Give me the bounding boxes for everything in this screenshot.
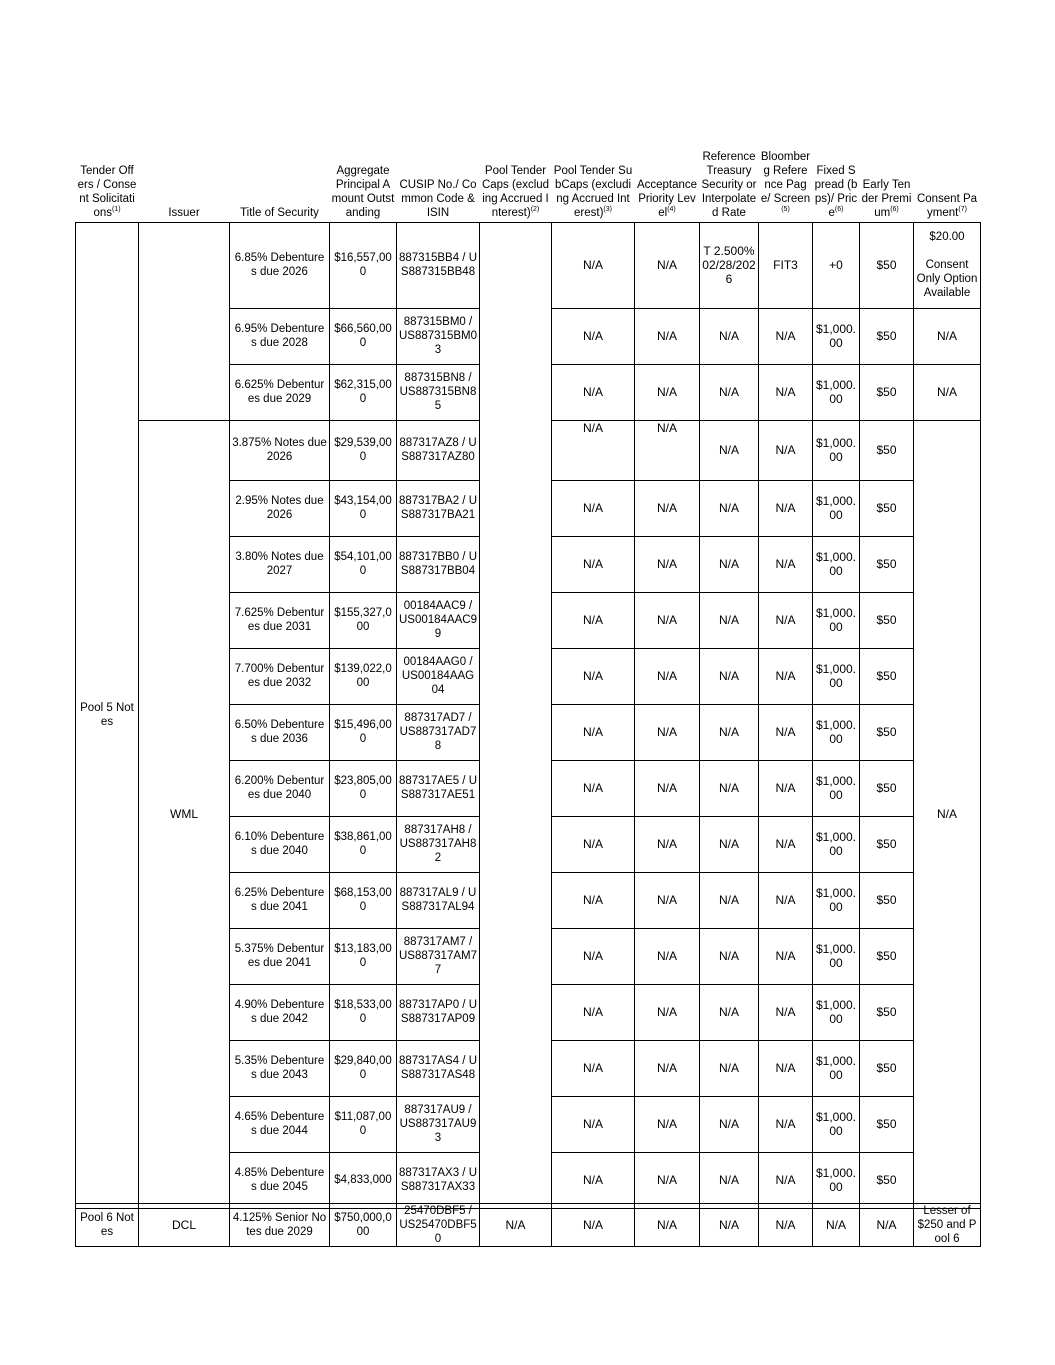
pool6-label: Pool 6 Notes — [76, 1204, 139, 1247]
cusip-isin: 887317AE5 / US887317AE51 — [397, 760, 480, 816]
early-tender-premium: $50 — [860, 1040, 914, 1096]
column-header: Issuer — [139, 98, 230, 222]
pool-tender-subcap: N/A — [552, 222, 635, 308]
bloomberg-page: N/A — [759, 872, 813, 928]
pool6-premium: N/A — [860, 1204, 914, 1247]
security-title: 4.65% Debentures due 2044 — [230, 1096, 330, 1152]
pool-tender-subcap: N/A — [552, 592, 635, 648]
pool6-row — [76, 1204, 981, 1247]
acceptance-priority: N/A — [635, 872, 700, 928]
acceptance-priority: N/A — [635, 928, 700, 984]
pool6-title: 4.125% Senior Notes due 2029 — [230, 1204, 330, 1247]
amount-outstanding: $139,022,000 — [330, 648, 397, 704]
reference-treasury: N/A — [700, 536, 759, 592]
amount-outstanding: $15,496,000 — [330, 704, 397, 760]
pool-tender-subcap: N/A — [552, 760, 635, 816]
acceptance-priority: N/A — [635, 222, 700, 308]
column-header: Bloomberg Reference Page/ Screen$^{(5)}$ — [759, 98, 813, 222]
fixed-spread: $1,000.00 — [813, 536, 860, 592]
early-tender-premium: $50 — [860, 648, 914, 704]
cusip-isin: 887317AM7 / US887317AM77 — [397, 928, 480, 984]
acceptance-priority: N/A — [635, 308, 700, 364]
reference-treasury: T 2.500% 02/28/2026 — [700, 222, 759, 308]
acceptance-priority: N/A — [635, 760, 700, 816]
security-title: 6.625% Debentures due 2029 — [230, 364, 330, 420]
amount-outstanding: $18,533,000 — [330, 984, 397, 1040]
early-tender-premium: $50 — [860, 704, 914, 760]
pool5-table — [75, 98, 981, 1209]
acceptance-priority: N/A — [635, 648, 700, 704]
column-header: Acceptance Priority Level$^{(4)}$ — [635, 98, 700, 222]
bloomberg-page: N/A — [759, 592, 813, 648]
acceptance-priority: N/A — [635, 1096, 700, 1152]
amount-outstanding: $29,840,000 — [330, 1040, 397, 1096]
bloomberg-page: N/A — [759, 308, 813, 364]
bloomberg-page: N/A — [759, 364, 813, 420]
fixed-spread: $1,000.00 — [813, 1152, 860, 1208]
amount-outstanding: $11,087,000 — [330, 1096, 397, 1152]
security-title: 6.95% Debentures due 2028 — [230, 308, 330, 364]
pool-label: Pool 5 Notes — [76, 222, 139, 1208]
acceptance-priority: N/A — [635, 1152, 700, 1208]
acceptance-priority: N/A — [635, 816, 700, 872]
amount-outstanding: $155,327,000 — [330, 592, 397, 648]
bloomberg-page: N/A — [759, 420, 813, 480]
reference-treasury: N/A — [700, 308, 759, 364]
bloomberg-page: N/A — [759, 928, 813, 984]
cusip-isin: 00184AAC9 / US00184AAC99 — [397, 592, 480, 648]
cusip-isin: 887317AS4 / US887317AS48 — [397, 1040, 480, 1096]
acceptance-priority: N/A — [635, 480, 700, 536]
column-header: Pool Tender Caps (excluding Accrued Interest)$^{(2)}$ — [480, 98, 552, 222]
fixed-spread: $1,000.00 — [813, 592, 860, 648]
bloomberg-page: FIT3 — [759, 222, 813, 308]
fixed-spread: $1,000.00 — [813, 872, 860, 928]
cusip-isin: 887317AL9 / US887317AL94 — [397, 872, 480, 928]
early-tender-premium: $50 — [860, 1096, 914, 1152]
bloomberg-page: N/A — [759, 480, 813, 536]
pool-tender-subcap: N/A — [552, 420, 635, 480]
amount-outstanding: $23,805,000 — [330, 760, 397, 816]
cusip-isin: 887317AH8 / US887317AH82 — [397, 816, 480, 872]
security-title: 3.875% Notes due 2026 — [230, 420, 330, 480]
reference-treasury: N/A — [700, 816, 759, 872]
early-tender-premium: $50 — [860, 364, 914, 420]
fixed-spread: $1,000.00 — [813, 420, 860, 480]
pool6-table — [75, 1203, 981, 1247]
table-row — [76, 222, 981, 308]
early-tender-premium: $50 — [860, 420, 914, 480]
bloomberg-page: N/A — [759, 760, 813, 816]
cusip-isin: 887317BB0 / US887317BB04 — [397, 536, 480, 592]
cusip-isin: 887317BA2 / US887317BA21 — [397, 480, 480, 536]
bloomberg-page: N/A — [759, 1040, 813, 1096]
early-tender-premium: $50 — [860, 592, 914, 648]
cusip-isin: 887317AP0 / US887317AP09 — [397, 984, 480, 1040]
security-title: 7.700% Debentures due 2032 — [230, 648, 330, 704]
reference-treasury: N/A — [700, 872, 759, 928]
consent-payment: N/A — [914, 364, 981, 420]
reference-treasury: N/A — [700, 704, 759, 760]
column-header: CUSIP No./ Common Code & ISIN — [397, 98, 480, 222]
pool6-amount: $750,000,000 — [330, 1204, 397, 1247]
reference-treasury: N/A — [700, 1096, 759, 1152]
reference-treasury: N/A — [700, 760, 759, 816]
early-tender-premium: $50 — [860, 760, 914, 816]
pool6-bbg: N/A — [759, 1204, 813, 1247]
cusip-isin: 887315BN8 / US887315BN85 — [397, 364, 480, 420]
amount-outstanding: $68,153,000 — [330, 872, 397, 928]
reference-treasury: N/A — [700, 1040, 759, 1096]
fixed-spread: $1,000.00 — [813, 928, 860, 984]
cusip-isin: 887317AX3 / US887317AX33 — [397, 1152, 480, 1208]
amount-outstanding: $16,557,000 — [330, 222, 397, 308]
pool-tender-subcap: N/A — [552, 536, 635, 592]
fixed-spread: $1,000.00 — [813, 760, 860, 816]
security-title: 5.375% Debentures due 2041 — [230, 928, 330, 984]
header-row — [76, 98, 981, 222]
pool6-cusip: 25470DBF5 / US25470DBF50 — [397, 1204, 480, 1247]
early-tender-premium: $50 — [860, 984, 914, 1040]
fixed-spread: $1,000.00 — [813, 648, 860, 704]
pool-tender-subcap: N/A — [552, 308, 635, 364]
pool-tender-subcap: N/A — [552, 1040, 635, 1096]
pool5-body — [76, 222, 981, 1208]
column-header: Reference Treasury Security or Interpolated Rate — [700, 98, 759, 222]
fixed-spread: +0 — [813, 222, 860, 308]
pool-tender-subcap: N/A — [552, 480, 635, 536]
reference-treasury: N/A — [700, 928, 759, 984]
pool-tender-subcap: N/A — [552, 648, 635, 704]
column-header: Consent Payment$^{(7)}$ — [914, 98, 981, 222]
amount-outstanding: $13,183,000 — [330, 928, 397, 984]
amount-outstanding: $4,833,000 — [330, 1152, 397, 1208]
bloomberg-page: N/A — [759, 536, 813, 592]
bloomberg-page: N/A — [759, 648, 813, 704]
pool-tender-subcap: N/A — [552, 1096, 635, 1152]
column-header: Aggregate Principal Amount Outstanding — [330, 98, 397, 222]
reference-treasury: N/A — [700, 420, 759, 480]
cusip-isin: 887315BB4 / US887315BB48 — [397, 222, 480, 308]
column-header: Early Tender Premium$^{(6)}$ — [860, 98, 914, 222]
consent-payment: $20.00 Consent Only Option Available — [914, 222, 981, 308]
pool6-spread: N/A — [813, 1204, 860, 1247]
cusip-isin: 887317AZ8 / US887317AZ80 — [397, 420, 480, 480]
cusip-isin: 887317AD7 / US887317AD78 — [397, 704, 480, 760]
security-title: 7.625% Debentures due 2031 — [230, 592, 330, 648]
pool6-issuer: DCL — [139, 1204, 230, 1247]
fixed-spread: $1,000.00 — [813, 984, 860, 1040]
security-title: 4.90% Debentures due 2042 — [230, 984, 330, 1040]
amount-outstanding: $54,101,000 — [330, 536, 397, 592]
column-header: Fixed Spread (bps)/ Price$^{(6)}$ — [813, 98, 860, 222]
security-title: 4.85% Debentures due 2045 — [230, 1152, 330, 1208]
pool-tender-cap — [480, 222, 552, 1208]
amount-outstanding: $29,539,000 — [330, 420, 397, 480]
acceptance-priority: N/A — [635, 536, 700, 592]
consent-payment: N/A — [914, 420, 981, 1208]
bloomberg-page: N/A — [759, 816, 813, 872]
fixed-spread: $1,000.00 — [813, 1040, 860, 1096]
pool6-priority: N/A — [635, 1204, 700, 1247]
early-tender-premium: $50 — [860, 480, 914, 536]
early-tender-premium: $50 — [860, 308, 914, 364]
security-title: 6.25% Debentures due 2041 — [230, 872, 330, 928]
reference-treasury: N/A — [700, 364, 759, 420]
security-title: 5.35% Debentures due 2043 — [230, 1040, 330, 1096]
pool-tender-subcap: N/A — [552, 704, 635, 760]
fixed-spread: $1,000.00 — [813, 816, 860, 872]
pool-tender-subcap: N/A — [552, 928, 635, 984]
bloomberg-page: N/A — [759, 984, 813, 1040]
acceptance-priority: N/A — [635, 704, 700, 760]
early-tender-premium: $50 — [860, 816, 914, 872]
pool6-subcap: N/A — [552, 1204, 635, 1247]
acceptance-priority: N/A — [635, 592, 700, 648]
reference-treasury: N/A — [700, 1152, 759, 1208]
fixed-spread: $1,000.00 — [813, 480, 860, 536]
fixed-spread: $1,000.00 — [813, 704, 860, 760]
amount-outstanding: $38,861,000 — [330, 816, 397, 872]
early-tender-premium: $50 — [860, 222, 914, 308]
reference-treasury: N/A — [700, 592, 759, 648]
column-header: Title of Security — [230, 98, 330, 222]
bloomberg-page: N/A — [759, 1096, 813, 1152]
acceptance-priority: N/A — [635, 1040, 700, 1096]
security-title: 2.95% Notes due 2026 — [230, 480, 330, 536]
cusip-isin: 887315BM0 / US887315BM03 — [397, 308, 480, 364]
amount-outstanding: $62,315,000 — [330, 364, 397, 420]
column-header: Tender Offers / Consent Solicitations$^{(1)}$ — [76, 98, 139, 222]
security-title: 6.200% Debentures due 2040 — [230, 760, 330, 816]
issuer-cell: WML — [139, 420, 230, 1208]
pool6-ref: N/A — [700, 1204, 759, 1247]
consent-payment: N/A — [914, 308, 981, 364]
pool-tender-subcap: N/A — [552, 816, 635, 872]
security-title: 6.85% Debentures due 2026 — [230, 222, 330, 308]
acceptance-priority: N/A — [635, 420, 700, 480]
fixed-spread: $1,000.00 — [813, 364, 860, 420]
early-tender-premium: $50 — [860, 536, 914, 592]
pool-tender-subcap: N/A — [552, 1152, 635, 1208]
pool6-consent: Lesser of $250 and Pool 6 — [914, 1204, 981, 1247]
pool6-cap: N/A — [480, 1204, 552, 1247]
security-title: 3.80% Notes due 2027 — [230, 536, 330, 592]
reference-treasury: N/A — [700, 648, 759, 704]
security-title: 6.50% Debentures due 2036 — [230, 704, 330, 760]
pool-tender-subcap: N/A — [552, 872, 635, 928]
issuer-cell — [139, 222, 230, 420]
reference-treasury: N/A — [700, 480, 759, 536]
acceptance-priority: N/A — [635, 984, 700, 1040]
pool-tender-subcap: N/A — [552, 364, 635, 420]
amount-outstanding: $43,154,000 — [330, 480, 397, 536]
bloomberg-page: N/A — [759, 704, 813, 760]
column-header: Pool Tender SubCaps (excluding Accrued Interest)$^{(3)}$ — [552, 98, 635, 222]
early-tender-premium: $50 — [860, 1152, 914, 1208]
fixed-spread: $1,000.00 — [813, 1096, 860, 1152]
reference-treasury: N/A — [700, 984, 759, 1040]
bloomberg-page: N/A — [759, 1152, 813, 1208]
early-tender-premium: $50 — [860, 872, 914, 928]
cusip-isin: 887317AU9 / US887317AU93 — [397, 1096, 480, 1152]
amount-outstanding: $66,560,000 — [330, 308, 397, 364]
fixed-spread: $1,000.00 — [813, 308, 860, 364]
pool-tender-subcap: N/A — [552, 984, 635, 1040]
early-tender-premium: $50 — [860, 928, 914, 984]
acceptance-priority: N/A — [635, 364, 700, 420]
security-title: 6.10% Debentures due 2040 — [230, 816, 330, 872]
cusip-isin: 00184AAG0 / US00184AAG04 — [397, 648, 480, 704]
